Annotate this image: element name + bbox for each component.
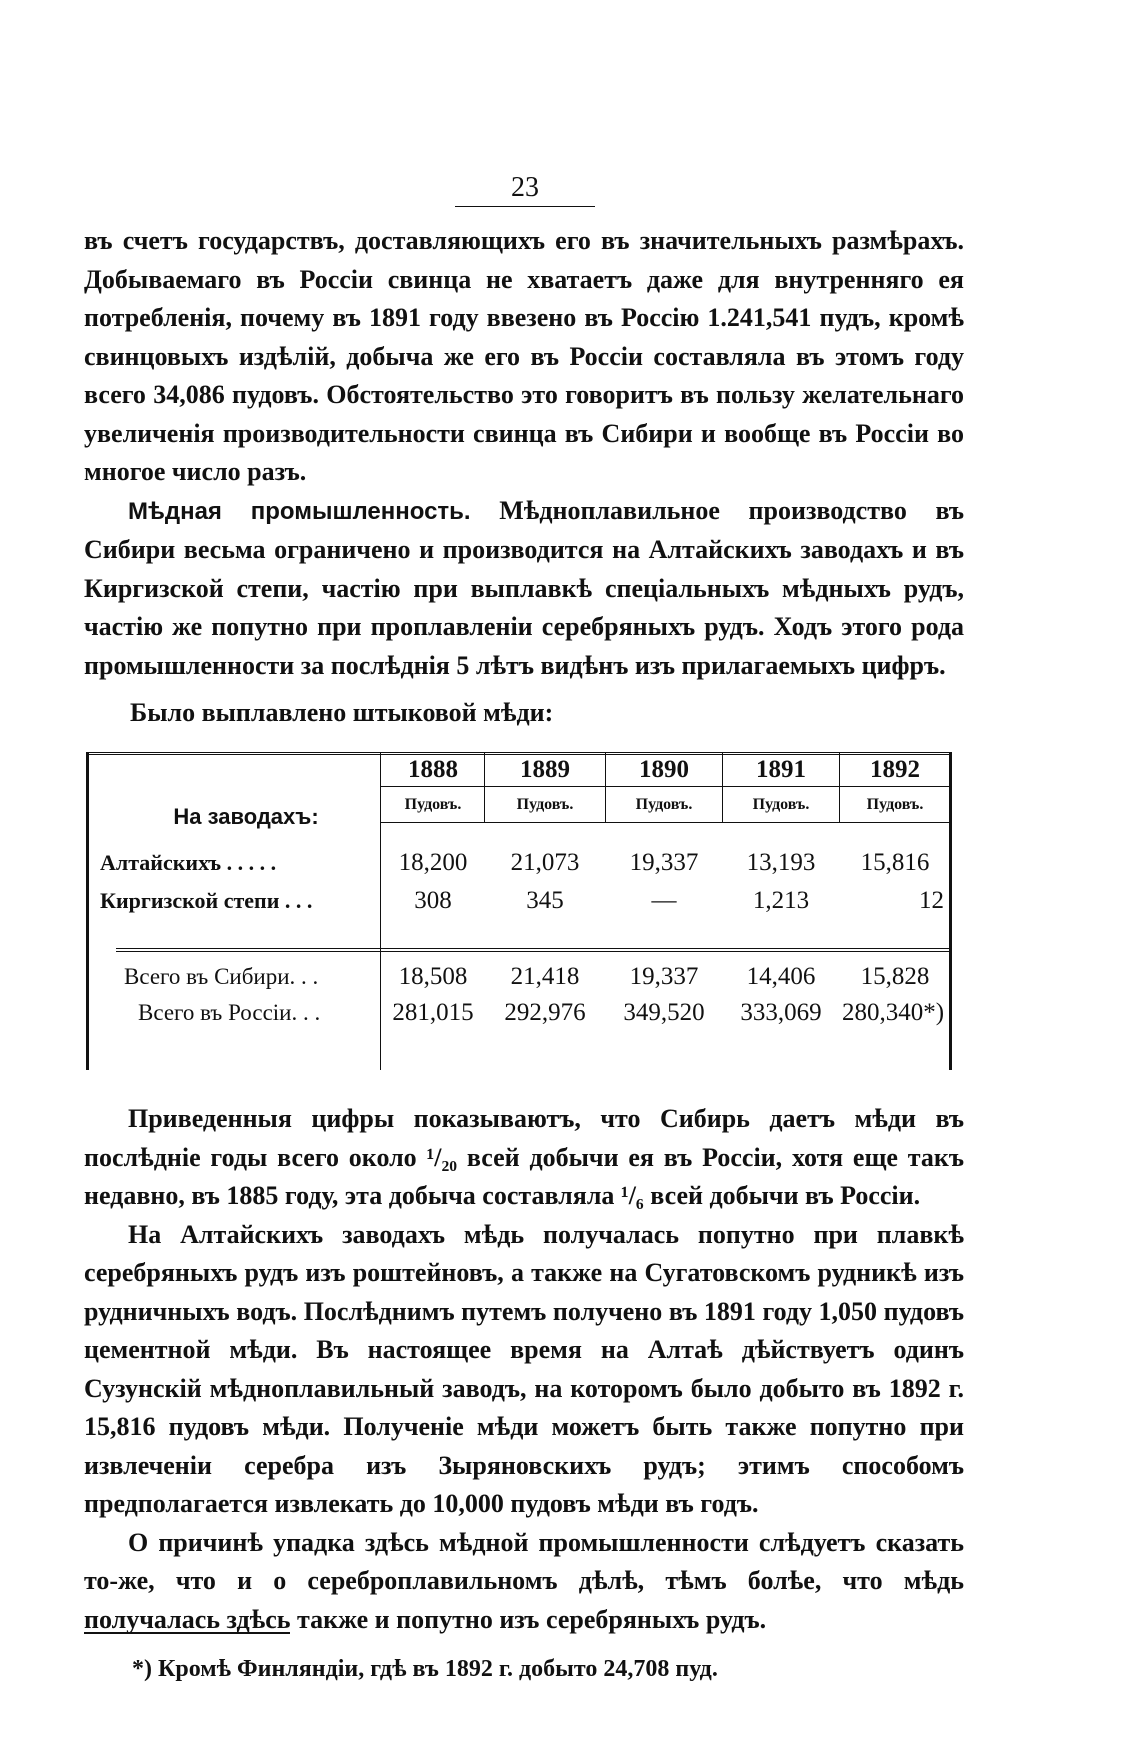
table-cell: 1,213 <box>752 887 810 914</box>
year-header: 1892 <box>870 756 920 783</box>
table-cell: 12 <box>919 887 944 914</box>
row-label-total-siberia: Всего въ Сибири. . . <box>124 964 319 989</box>
table-cell: 19,337 <box>629 963 699 990</box>
table-cell: 292,976 <box>504 999 586 1026</box>
row-label-altai: Алтайскихъ . . . . . <box>100 850 277 875</box>
section-heading-copper: Мѣдная промышленность. <box>128 497 471 525</box>
row-label-total-russia: Всего въ Россіи. . . <box>138 1000 321 1025</box>
year-header: 1890 <box>639 756 689 783</box>
totals-rule <box>116 948 952 952</box>
table-cell: 21,418 <box>510 963 580 990</box>
footnote: *) Кромѣ Финляндіи, гдѣ въ 1892 г. добыто 24,708 пуд. <box>132 1656 718 1682</box>
table-cell: 308 <box>414 887 452 914</box>
table-cell: 15,828 <box>860 963 930 990</box>
page-number: 23 <box>511 172 539 203</box>
unit-header-rule <box>380 822 952 823</box>
unit-label: Пудовъ. <box>516 796 574 813</box>
unit-label: Пудовъ. <box>404 796 462 813</box>
row-label-kirghiz: Киргизской степи . . . <box>100 888 313 913</box>
table-cell: 280,340*) <box>841 999 945 1026</box>
paragraph-lead: въ счетъ государствъ, доставляющихъ его въ значительныхъ размѣрахъ. Добываемаго въ Россіи свинца не хватаетъ даже для внутренняго ея потребленія, почему въ 1891 году ввезено въ Россію 1.241,541 пудъ, кромѣ свинцовыхъ издѣлій, добыча же его въ Россіи составляла въ этомъ году всего 34,086 пудовъ. Обстоятельство это говоритъ въ пользу желательнаго увеличенія производительности свинца въ Сибири и вообще въ Россіи во многое число разъ. <box>84 226 964 486</box>
table-cell: 14,406 <box>746 963 816 990</box>
paragraph-altai: На Алтайскихъ заводахъ мѣдь получалась попутно при плавкѣ серебряныхъ рудъ изъ роштейновъ, а также на Сугатовскомъ рудникѣ изъ рудничныхъ водъ. Послѣднимъ путемъ получено въ 1891 году 1,050 пудовъ цементной мѣди. Въ настоящее время на Алтаѣ дѣйствуетъ одинъ Сузунскій мѣдноплавильный заводъ, на которомъ было добыто въ 1892 г. 15,816 пудовъ мѣди. Полученіе мѣди можетъ быть также попутно при извлеченіи серебра изъ Зыряновскихъ рудъ; этимъ способомъ предполагается извлекать до 10,000 пудовъ мѣди въ годъ. <box>84 1219 964 1518</box>
copper-output-table <box>86 752 952 1070</box>
table-cell: 21,073 <box>510 849 580 876</box>
year-header: 1891 <box>756 756 806 783</box>
unit-label: Пудовъ. <box>752 796 810 813</box>
table-caption: Было выплавлено штыковой мѣди: <box>130 698 554 727</box>
paragraph-copper-text: Мѣдноплавильное производство въ Сибири весьма ограничено и производится на Алтайскихъ заводахъ и въ Киргизской степи, частію при выплавкѣ спеціальныхъ мѣдныхъ рудъ, частію же попутно при проплавленіи серебряныхъ рудъ. Ходъ этого рода промышленности за послѣднія 5 лѣтъ видѣнъ изъ прилагаемыхъ цифръ. <box>84 495 964 680</box>
table-cell: 345 <box>526 887 564 914</box>
unit-label: Пудовъ. <box>866 796 924 813</box>
unit-label: Пудовъ. <box>635 796 693 813</box>
table-cell: 19,337 <box>629 849 699 876</box>
footnote-rule <box>84 1632 290 1634</box>
corner-label: На заводахъ: <box>173 804 319 829</box>
paragraph-decline: О причинѣ упадка здѣсь мѣдной промышленности слѣдуетъ сказать то-же, что и о сереброплавильномъ дѣлѣ, тѣмъ болѣе, что мѣдь получалась здѣсь также и попутно изъ серебряныхъ рудъ. <box>84 1527 964 1634</box>
paragraph-copper <box>84 492 964 686</box>
paragraph-share: Приведенныя цифры показываютъ, что Сибирь даетъ мѣди въ послѣдніе годы всего около ¹/₂₀ всей добычи ея въ Россіи, хотя еще такъ недавно, въ 1885 году, эта добыча составляла ¹/₆ всей добычи въ Россіи. <box>84 1104 964 1210</box>
closing-paragraph-block <box>84 1100 964 1639</box>
table-cell: 18,508 <box>398 963 468 990</box>
table-left-border <box>86 752 89 1070</box>
table-cell: 15,816 <box>860 849 930 876</box>
year-header: 1888 <box>408 756 458 783</box>
table-cell: — <box>651 887 677 914</box>
table-cell: 13,193 <box>746 849 816 876</box>
table-cell: 281,015 <box>392 999 474 1026</box>
lead-paragraph-block <box>84 222 964 685</box>
table-cell: 333,069 <box>740 999 822 1026</box>
year-header-rule <box>380 786 952 787</box>
table-cell: 349,520 <box>623 999 705 1026</box>
table-column-line <box>380 752 381 1070</box>
page-number-rule <box>455 206 595 207</box>
year-header: 1889 <box>520 756 570 783</box>
table-cell: 18,200 <box>398 849 468 876</box>
